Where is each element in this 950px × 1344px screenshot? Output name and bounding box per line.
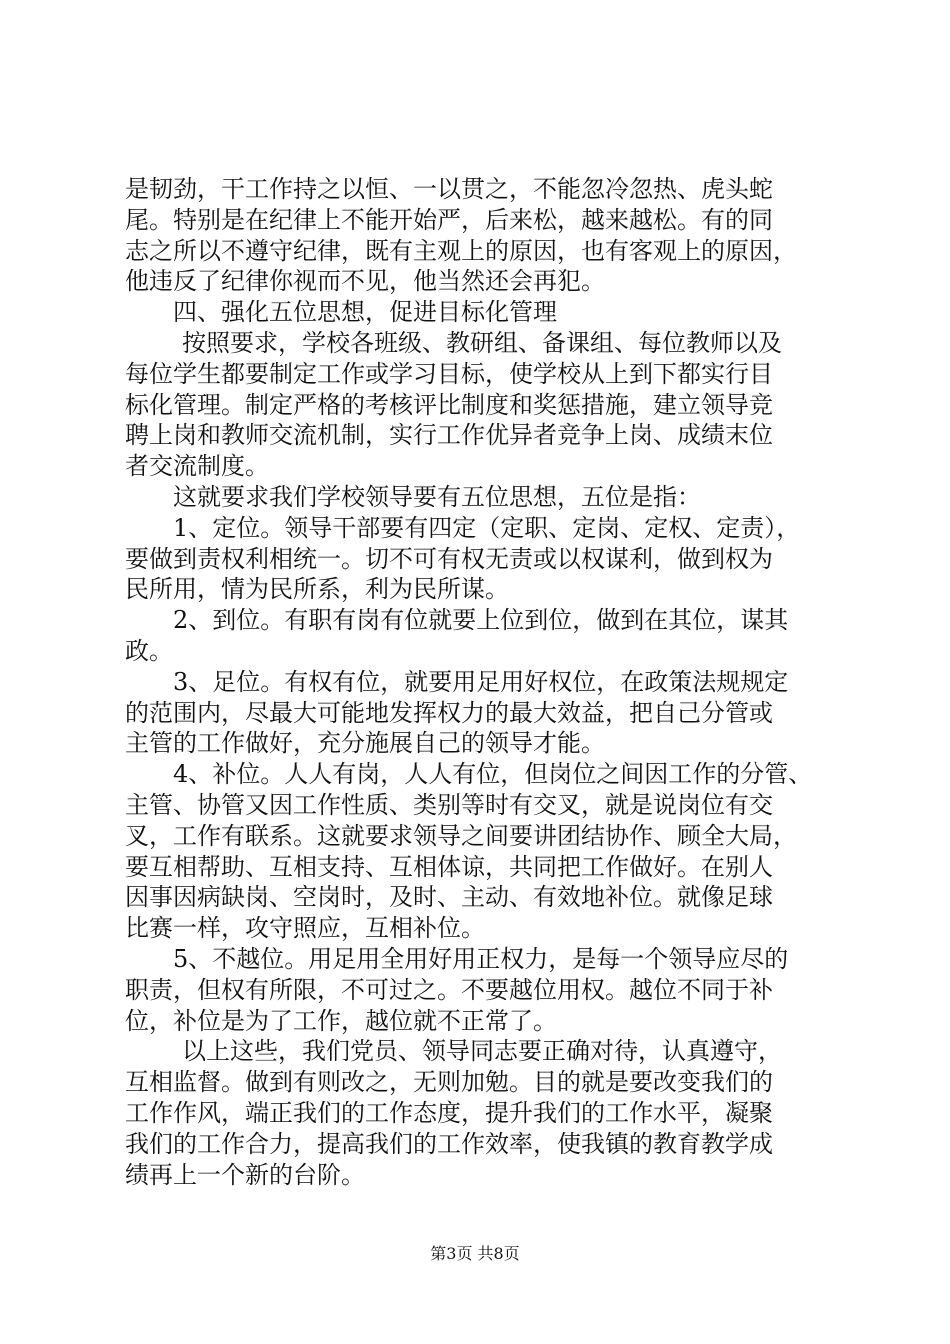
text-line: 职责，但权有所限，不可过之。不要越位用权。越位不同于补 <box>125 975 773 1004</box>
text-line: 聘上岗和教师交流机制，实行工作优异者竞争上岗、成绩末位 <box>125 421 773 450</box>
document-body <box>125 174 830 1190</box>
text-line: 工作作风，端正我们的工作态度，提升我们的工作水平，凝聚 <box>125 1098 773 1127</box>
text-line: 这就要求我们学校领导要有五位思想，五位是指： <box>173 482 701 511</box>
list-item: 4、补位。人人有岗，人人有位，但岗位之间因工作的分管、 <box>173 760 813 789</box>
text-line: 他违反了纪律你视而不见，他当然还会再犯。 <box>125 267 605 296</box>
text-line: 主管的工作做好，充分施展自己的领导才能。 <box>125 729 605 758</box>
text-line: 叉，工作有联系。这就要求领导之间要讲团结协作、顾全大局， <box>125 821 797 850</box>
list-item: 2、到位。有职有岗有位就要上位到位，做到在其位，谋其 <box>173 606 789 635</box>
list-item: 3、足位。有权有位，就要用足用好权位，在政策法规规定 <box>173 667 789 696</box>
text-line: 每位学生都要制定工作或学习目标，使学校从上到下都实行目 <box>125 359 773 388</box>
text-line: 标化管理。制定严格的考核评比制度和奖惩措施，建立领导竞 <box>125 390 773 419</box>
text-line: 绩再上一个新的台阶。 <box>125 1160 365 1189</box>
text-line: 要互相帮助、互相支持、互相体谅，共同把工作做好。在别人 <box>125 852 773 881</box>
text-line: 尾。特别是在纪律上不能开始严，后来松，越来越松。有的同 <box>125 205 773 234</box>
text-line: 的范围内，尽最大可能地发挥权力的最大效益，把自己分管或 <box>125 698 773 727</box>
list-item: 1、定位。领导干部要有四定（定职、定岗、定权、定责）， <box>173 513 801 542</box>
text-line: 主管、协管又因工作性质、类别等时有交叉，就是说岗位有交 <box>125 790 773 819</box>
list-item: 5、不越位。用足用全用好用正权力，是每一个领导应尽的 <box>173 944 789 973</box>
text-line: 位，补位是为了工作，越位就不正常了。 <box>125 1006 557 1035</box>
text-line: 民所用，情为民所系，利为民所谋。 <box>125 575 509 604</box>
text-line: 我们的工作合力，提高我们的工作效率，使我镇的教育教学成 <box>125 1129 773 1158</box>
text-line: 按照要求，学校各班级、教研组、备课组、每位教师以及 <box>182 328 782 357</box>
text-line: 要做到责权利相统一。切不可有权无责或以权谋利，做到权为 <box>125 544 773 573</box>
text-line: 互相监督。做到有则改之，无则加勉。目的就是要改变我们的 <box>125 1068 773 1097</box>
section-heading: 四、强化五位思想，促进目标化管理 <box>173 298 557 327</box>
text-line: 政。 <box>125 636 173 665</box>
text-line: 是韧劲，干工作持之以恒、一以贯之，不能忽冷忽热、虎头蛇 <box>125 175 773 203</box>
text-line: 因事因病缺岗、空岗时，及时、主动、有效地补位。就像足球 <box>125 883 773 912</box>
text-line: 比赛一样，攻守照应，互相补位。 <box>125 914 485 943</box>
text-line: 者交流制度。 <box>125 452 269 481</box>
text-line: 以上这些，我们党员、领导同志要正确对待，认真遵守， <box>182 1037 782 1066</box>
page-number-footer: 第3页 共8页 <box>430 1244 520 1263</box>
text-line: 志之所以不遵守纪律，既有主观上的原因，也有客观上的原因， <box>125 236 797 265</box>
